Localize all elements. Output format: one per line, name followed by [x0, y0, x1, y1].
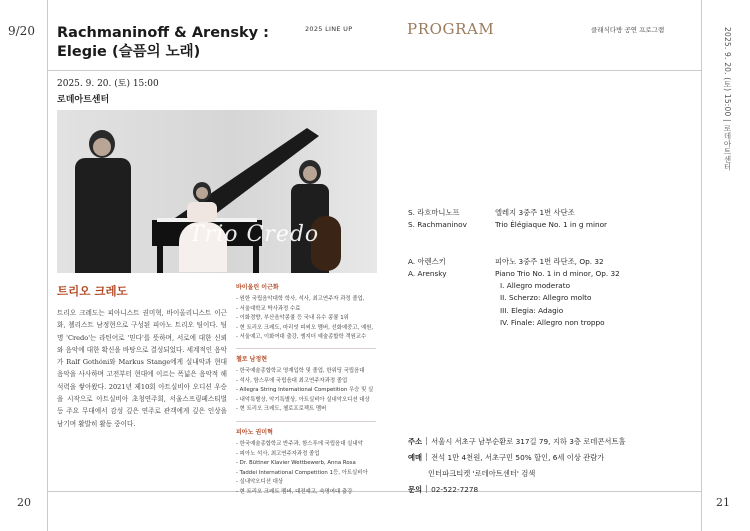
- list-item: - 현 트리오 크레도, 마리엇 피써오 멤버, 선화예중고, 예원,: [236, 324, 378, 334]
- composer-1: [408, 207, 467, 232]
- list-item: - 한국예술종합학교 영재입학 및 졸업, 한위딩 국립음대: [236, 367, 378, 377]
- title-line-1: Rachmaninoff & Arensky :: [57, 25, 269, 41]
- composer-name-ko: S. 라흐마니노프: [408, 208, 460, 217]
- series-label: 클래식다방 공연 프로그램: [591, 26, 665, 34]
- list-item: - 피아노 석사, 최고연주자과정 졸업: [236, 450, 378, 460]
- movement-list: [500, 280, 605, 329]
- page-number-left: 20: [17, 496, 31, 509]
- list-item: II. Scherzo: Allegro molto: [500, 293, 592, 303]
- ticket-label: 예매: [408, 453, 423, 462]
- lineup-label: 2025 LINE UP: [305, 25, 353, 33]
- page-number-right: 21: [716, 496, 730, 509]
- program-heading: PROGRAM: [407, 20, 495, 38]
- contact-value: 02-522-7278: [431, 485, 479, 494]
- top-rule: [47, 70, 701, 71]
- list-item: - 원한 국립음악대학 학사, 석사, 최고연주자 과정 졸업,: [236, 295, 378, 305]
- ticket-value: 전석 1만 4천원, 서초구민 50% 할인, 6세 이상 관람가: [431, 453, 605, 462]
- trio-credo-script: Trio Credo: [189, 222, 320, 247]
- work-2: [495, 256, 620, 281]
- composer-2: [408, 256, 447, 281]
- work-title-en: Piano Trio No. 1 in d minor, Op. 32: [495, 269, 620, 279]
- contact-row: [408, 482, 626, 498]
- title-line-2: Elegie (슬픔의 노래): [57, 44, 201, 60]
- member-cello: [236, 354, 378, 415]
- work-1: [495, 207, 607, 232]
- composer-name-en: S. Rachmaninov: [408, 220, 467, 230]
- list-item: - 서울대학교 박사과정 수료: [236, 305, 378, 315]
- list-item: - Dr. Büttner Klavier Wettbewerb, Anna Rosa: [236, 459, 378, 469]
- list-item: - 현 트리오 크레도 멤버, 대전예고, 숙명여대 출강: [236, 488, 378, 498]
- ticket-note: 인터파크티켓 '로데아트센터' 검색: [428, 469, 536, 478]
- work-title-en: Trio Élégiaque No. 1 in g minor: [495, 220, 608, 230]
- work-title-ko: 피아노 3중주 1번 라단조, Op. 32: [495, 257, 604, 266]
- list-item: - 실내악오디션 대상: [236, 478, 378, 488]
- concert-info: [408, 434, 626, 498]
- vertical-running-head: 2025. 9. 20. (토) 15:00 | 로데아트센터: [723, 27, 732, 171]
- member-violin: [236, 282, 378, 343]
- trio-biography: 트리오 크레도는 피아니스트 권미혁, 바이올리니스트 이근화, 첼리스트 남정현으로 구성된 피아노 트리오 팀이다. 팀명 'Credo'는 라틴어로 '믿다'를 뜻하며, 서로에 대한 신뢰와 음악에 대한 확신을 바탕으로 결성되었다. 세계적인 음악가 Ralf Gothóni와 Markus Stange에게 실내악과 현대음악을 사사하며 고전부터 현대에 이르는 폭넓은 음악적 해석력을 쌓아왔다. 2021년 제10회 아트실비아 오디션 우승을 시작으로 아트실비아 초청연주회, 서울스프링페스티벌 등 주요 무대에서 감성 깊은 연주로 관객에게 깊은 인상을 남기며 활발히 활동 중이다.: [57, 309, 227, 428]
- address-value: 서울시 서초구 남부순환로 317길 79, 지하 3층 로데콘서트홀: [431, 437, 626, 446]
- member-divider: [236, 348, 376, 349]
- page-title: [57, 24, 269, 62]
- trio-name-heading: 트리오 크레도: [57, 284, 128, 298]
- member-divider: [236, 421, 376, 422]
- member-name: 첼로 남정현: [236, 356, 268, 363]
- list-item: - Taddei International Competition 1등, 아트실비아: [236, 469, 378, 479]
- address-row: [408, 434, 626, 450]
- list-item: - 내악특별상, 악기특별상, 아트실비아 실내악오디션 대상: [236, 396, 378, 406]
- list-item: - 현 트리오 크레도, 첼로프로젝트 멤버: [236, 405, 378, 415]
- list-item: IV. Finale: Allegro non troppo: [500, 317, 605, 327]
- list-item: I. Allegro moderato: [500, 281, 571, 290]
- trio-photo: [57, 110, 377, 273]
- ticket-note-row: [408, 466, 626, 482]
- address-label: 주소: [408, 437, 423, 446]
- member-name: 피아노 권미혁: [236, 429, 273, 436]
- ticket-row: [408, 450, 626, 466]
- contact-label: 문의: [408, 485, 423, 494]
- list-item: - 한국예술종합학교 반주과, 함스푸에 국립음대 실내악: [236, 440, 378, 450]
- member-profile-list: [236, 367, 378, 415]
- composer-name-ko: A. 아렌스키: [408, 257, 446, 266]
- list-item: - 석사, 함스푸에 국립음대 최고연주자과정 졸업: [236, 377, 378, 387]
- concert-date: 2025. 9. 20. (토) 15:00: [57, 79, 159, 89]
- composer-name-en: A. Arensky: [408, 269, 447, 279]
- page-date-tab: 9/20: [8, 24, 35, 38]
- list-item: - 이화경향, 부산음악콩쿨 등 국내 유수 콩쿨 1위: [236, 314, 378, 324]
- concert-venue: 로데아트센터: [57, 95, 110, 105]
- list-item: III. Elegia: Adagio: [500, 305, 564, 315]
- member-piano: [236, 427, 378, 498]
- left-margin-line: [47, 0, 48, 531]
- member-profile-list: [236, 440, 378, 498]
- work-title-ko: 엘레지 3중주 1번 사단조: [495, 208, 575, 217]
- member-profile-list: [236, 295, 378, 343]
- right-margin-line: [701, 0, 702, 531]
- member-name: 바이올린 이근화: [236, 284, 279, 291]
- list-item: - Allegra String International Competition 우승 및 실: [236, 386, 378, 396]
- list-item: - 서울예고, 이화여대 출강, 엠지더 예술종합학 객원교수: [236, 333, 378, 343]
